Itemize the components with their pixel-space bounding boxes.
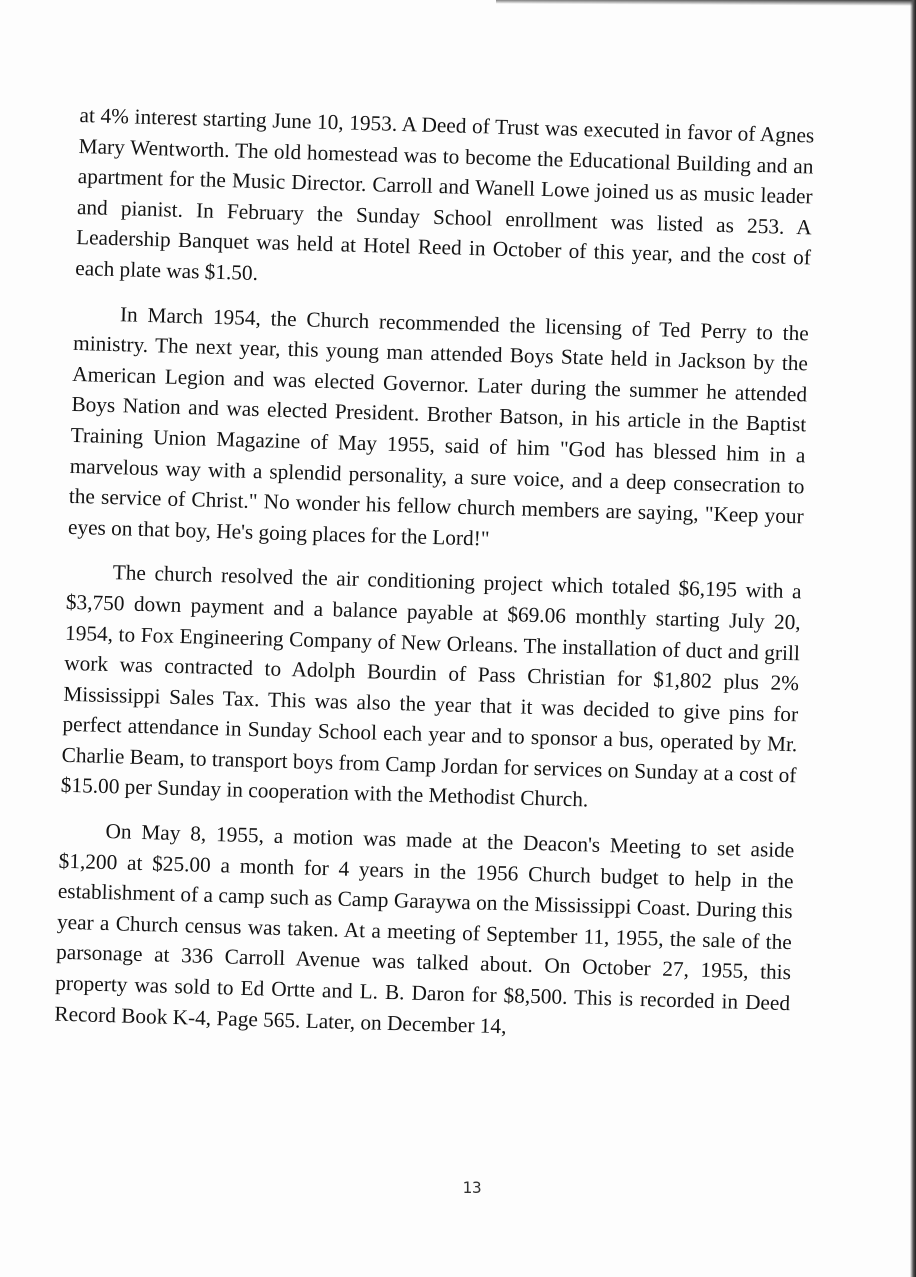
page-number: 13 bbox=[462, 1178, 482, 1197]
paragraph-2: In March 1954, the Church recommended the licensing of Ted Perry to the ministry. The next year, this young man attended Boys State held in Jackson by the American Legion and was elected Governor. Later during the summer he attended Boys Nation and was elected President. Brother Batson, in his article in the Baptist Training Union Magazine of May 1955, said of him "God has blessed him in a marvelous way with a splendid personality, a sure voice, and a deep consecration to the service of Christ." No wonder his fellow church members are saying, "Keep your eyes on that boy, He's going places for the Lord!" bbox=[67, 301, 810, 551]
scan-edge-top bbox=[496, 0, 916, 6]
paragraph-4: On May 8, 1955, a motion was made at the Deacon's Meeting to set aside $1,200 at $25.00 a month for 4 years in the 1956 Church budget to help in the establishment of a camp such as Camp Garaywa on the Mississippi Coast. During this year a Church census was taken. At a meeting of September 11, 1955, the sale of the parsonage at 336 Carroll Avenue was talked about. On October 27, 1955, this property was sold to Ed Ortte and L. B. Daron for $8,500. This is recorded in Deed Record Book K-4, Page 565. Later, on December 14, bbox=[54, 819, 795, 1038]
scan-edge-right bbox=[910, 0, 916, 1277]
paragraph-3: The church resolved the air conditioning project which totaled $6,195 with a $3,750 down payment and a balance payable at $69.06 monthly starting July 20, 1954, to Fox Engineering Company of New Orleans. The installation of duct and grill work was contracted to Adolph Bourdin of Pass Christian for $1,802 plus 2% Mississippi Sales Tax. This was also the year that it was decided to give pins for perfect attendance in Sunday School each year and to sponsor a bus, operated by Mr. Charlie Beam, to transport boys from Camp Jordan for services on Sunday at a cost of $15.00 per Sunday in cooperation with the Methodist Church. bbox=[60, 560, 802, 812]
body-text bbox=[54, 100, 815, 1063]
paragraph-1: at 4% interest starting June 10, 1953. A Deed of Trust was executed in favor of Agnes Mary Wentworth. The old homestead was to become the Educational Building and an apartment for the Music Director. Carroll and Wanell Lowe joined us as music leader and pianist. In February the Sunday School enrollment was listed as 253. A Leadership Banquet was held at Hotel Reed in October of this year, and the cost of each plate was $1.50. bbox=[74, 102, 815, 286]
